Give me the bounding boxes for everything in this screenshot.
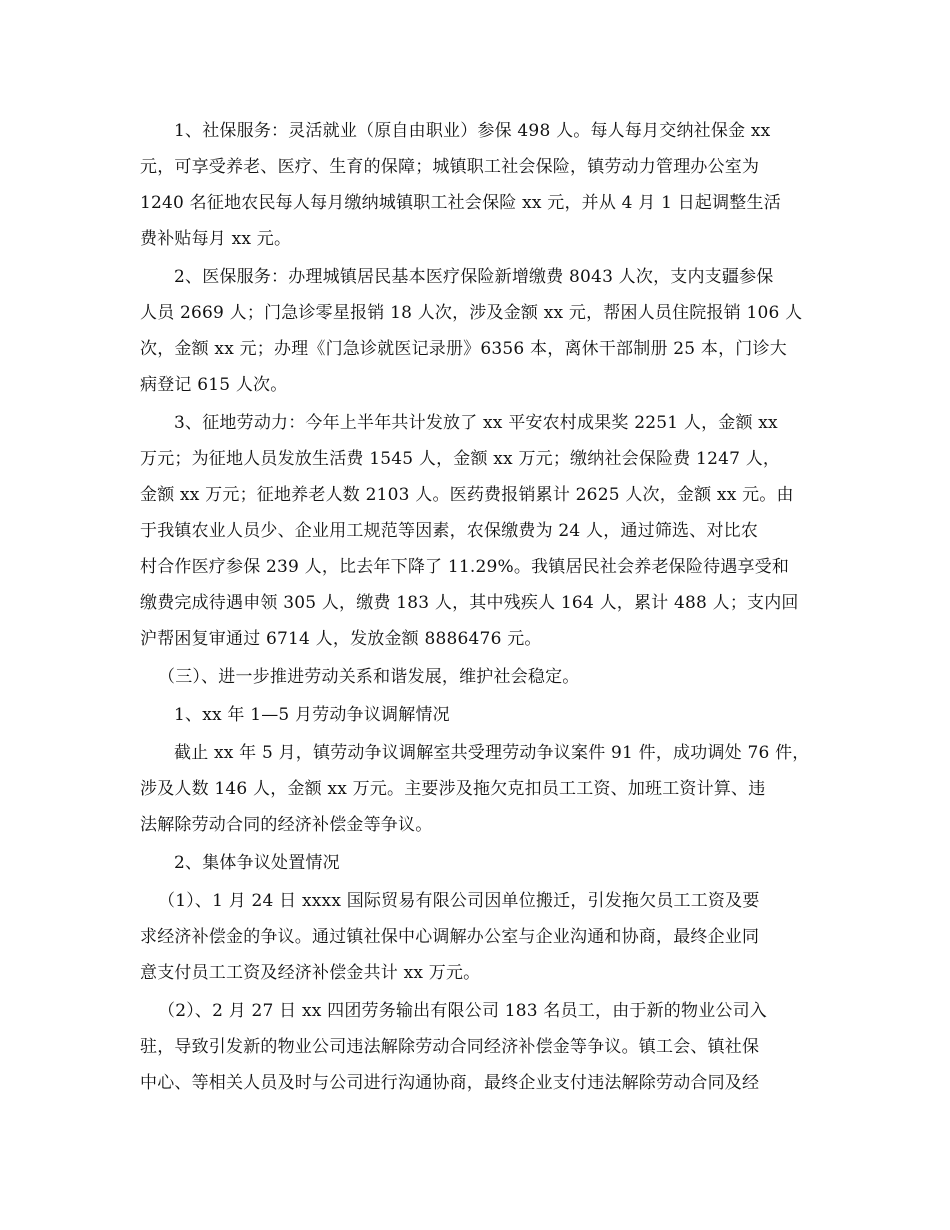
paragraph-land-labor-line-5: 村合作医疗参保 239 人，比去年下降了 11.29%。我镇居民社会养老保险待遇享受和 <box>140 557 790 577</box>
paragraph-social-security-line-1: 1、社保服务：灵活就业（原自由职业）参保 498 人。每人每月交纳社保金 xx <box>174 121 771 141</box>
section-heading-three: （三）、进一步推进劳动关系和谐发展，维护社会稳定。 <box>158 667 580 687</box>
subheading-collective-disputes: 2、集体争议处置情况 <box>174 853 340 873</box>
paragraph-medical-insurance-line-4: 病登记 615 人次。 <box>140 375 288 395</box>
paragraph-social-security-line-4: 费补贴每月 xx 元。 <box>140 229 292 249</box>
paragraph-social-security-line-3: 1240 名征地农民每人每月缴纳城镇职工社会保险 xx 元，并从 4 月 1 日起调整生活 <box>140 193 781 213</box>
paragraph-dispute-2-line-1: （2）、2 月 27 日 xx 四团劳务输出有限公司 183 名员工，由于新的物业公司入 <box>158 1001 768 1021</box>
paragraph-dispute-2-line-2: 驻，导致引发新的物业公司违法解除劳动合同经济补偿金等争议。镇工会、镇社保 <box>140 1037 760 1057</box>
paragraph-land-labor-line-1: 3、征地劳动力：今年上半年共计发放了 xx 平安农村成果奖 2251 人，金额 xx <box>174 413 778 433</box>
paragraph-dispute-1-line-1: （1）、1 月 24 日 xxxx 国际贸易有限公司因单位搬迁，引发拖欠员工工资及要 <box>158 891 760 911</box>
paragraph-mediation-line-1: 截止 xx 年 5 月，镇劳动争议调解室共受理劳动争议案件 91 件，成功调处 76 件， <box>174 743 810 763</box>
paragraph-land-labor-line-4: 于我镇农业人员少、企业用工规范等因素，农保缴费为 24 人，通过筛选、对比农 <box>140 521 759 541</box>
paragraph-land-labor-line-6: 缴费完成待遇申领 305 人，缴费 183 人，其中残疾人 164 人，累计 488 人；支内回 <box>140 593 799 613</box>
paragraph-social-security-line-2: 元，可享受养老、医疗、生育的保障；城镇职工社会保险，镇劳动力管理办公室为 <box>140 157 760 177</box>
paragraph-medical-insurance-line-2: 人员 2669 人；门急诊零星报销 18 人次，涉及金额 xx 元，帮困人员住院报销 106 人 <box>140 303 803 323</box>
paragraph-mediation-line-2: 涉及人数 146 人，金额 xx 万元。主要涉及拖欠克扣员工工资、加班工资计算、违 <box>140 779 766 799</box>
paragraph-land-labor-line-3: 金额 xx 万元；征地养老人数 2103 人。医药费报销累计 2625 人次，金额 xx 元。由 <box>140 485 794 505</box>
subheading-mediation: 1、xx 年 1—5 月劳动争议调解情况 <box>174 705 450 725</box>
paragraph-medical-insurance-line-1: 2、医保服务：办理城镇居民基本医疗保险新增缴费 8043 人次，支内支疆参保 <box>174 267 774 287</box>
paragraph-land-labor-line-7: 沪帮困复审通过 6714 人，发放金额 8886476 元。 <box>140 629 542 649</box>
paragraph-dispute-2-line-3: 中心、等相关人员及时与公司进行沟通协商，最终企业支付违法解除劳动合同及经 <box>140 1073 760 1093</box>
paragraph-dispute-1-line-3: 意支付员工工资及经济补偿金共计 xx 万元。 <box>140 963 481 983</box>
paragraph-mediation-line-3: 法解除劳动合同的经济补偿金等争议。 <box>140 815 433 835</box>
paragraph-medical-insurance-line-3: 次，金额 xx 元；办理《门急诊就医记录册》6356 本，离休干部制册 25 本，门诊大 <box>140 339 787 359</box>
paragraph-land-labor-line-2: 万元；为征地人员发放生活费 1545 人，金额 xx 万元；缴纳社会保险费 1247 人， <box>140 449 781 469</box>
paragraph-dispute-1-line-2: 求经济补偿金的争议。通过镇社保中心调解办公室与企业沟通和协商，最终企业同 <box>140 927 760 947</box>
